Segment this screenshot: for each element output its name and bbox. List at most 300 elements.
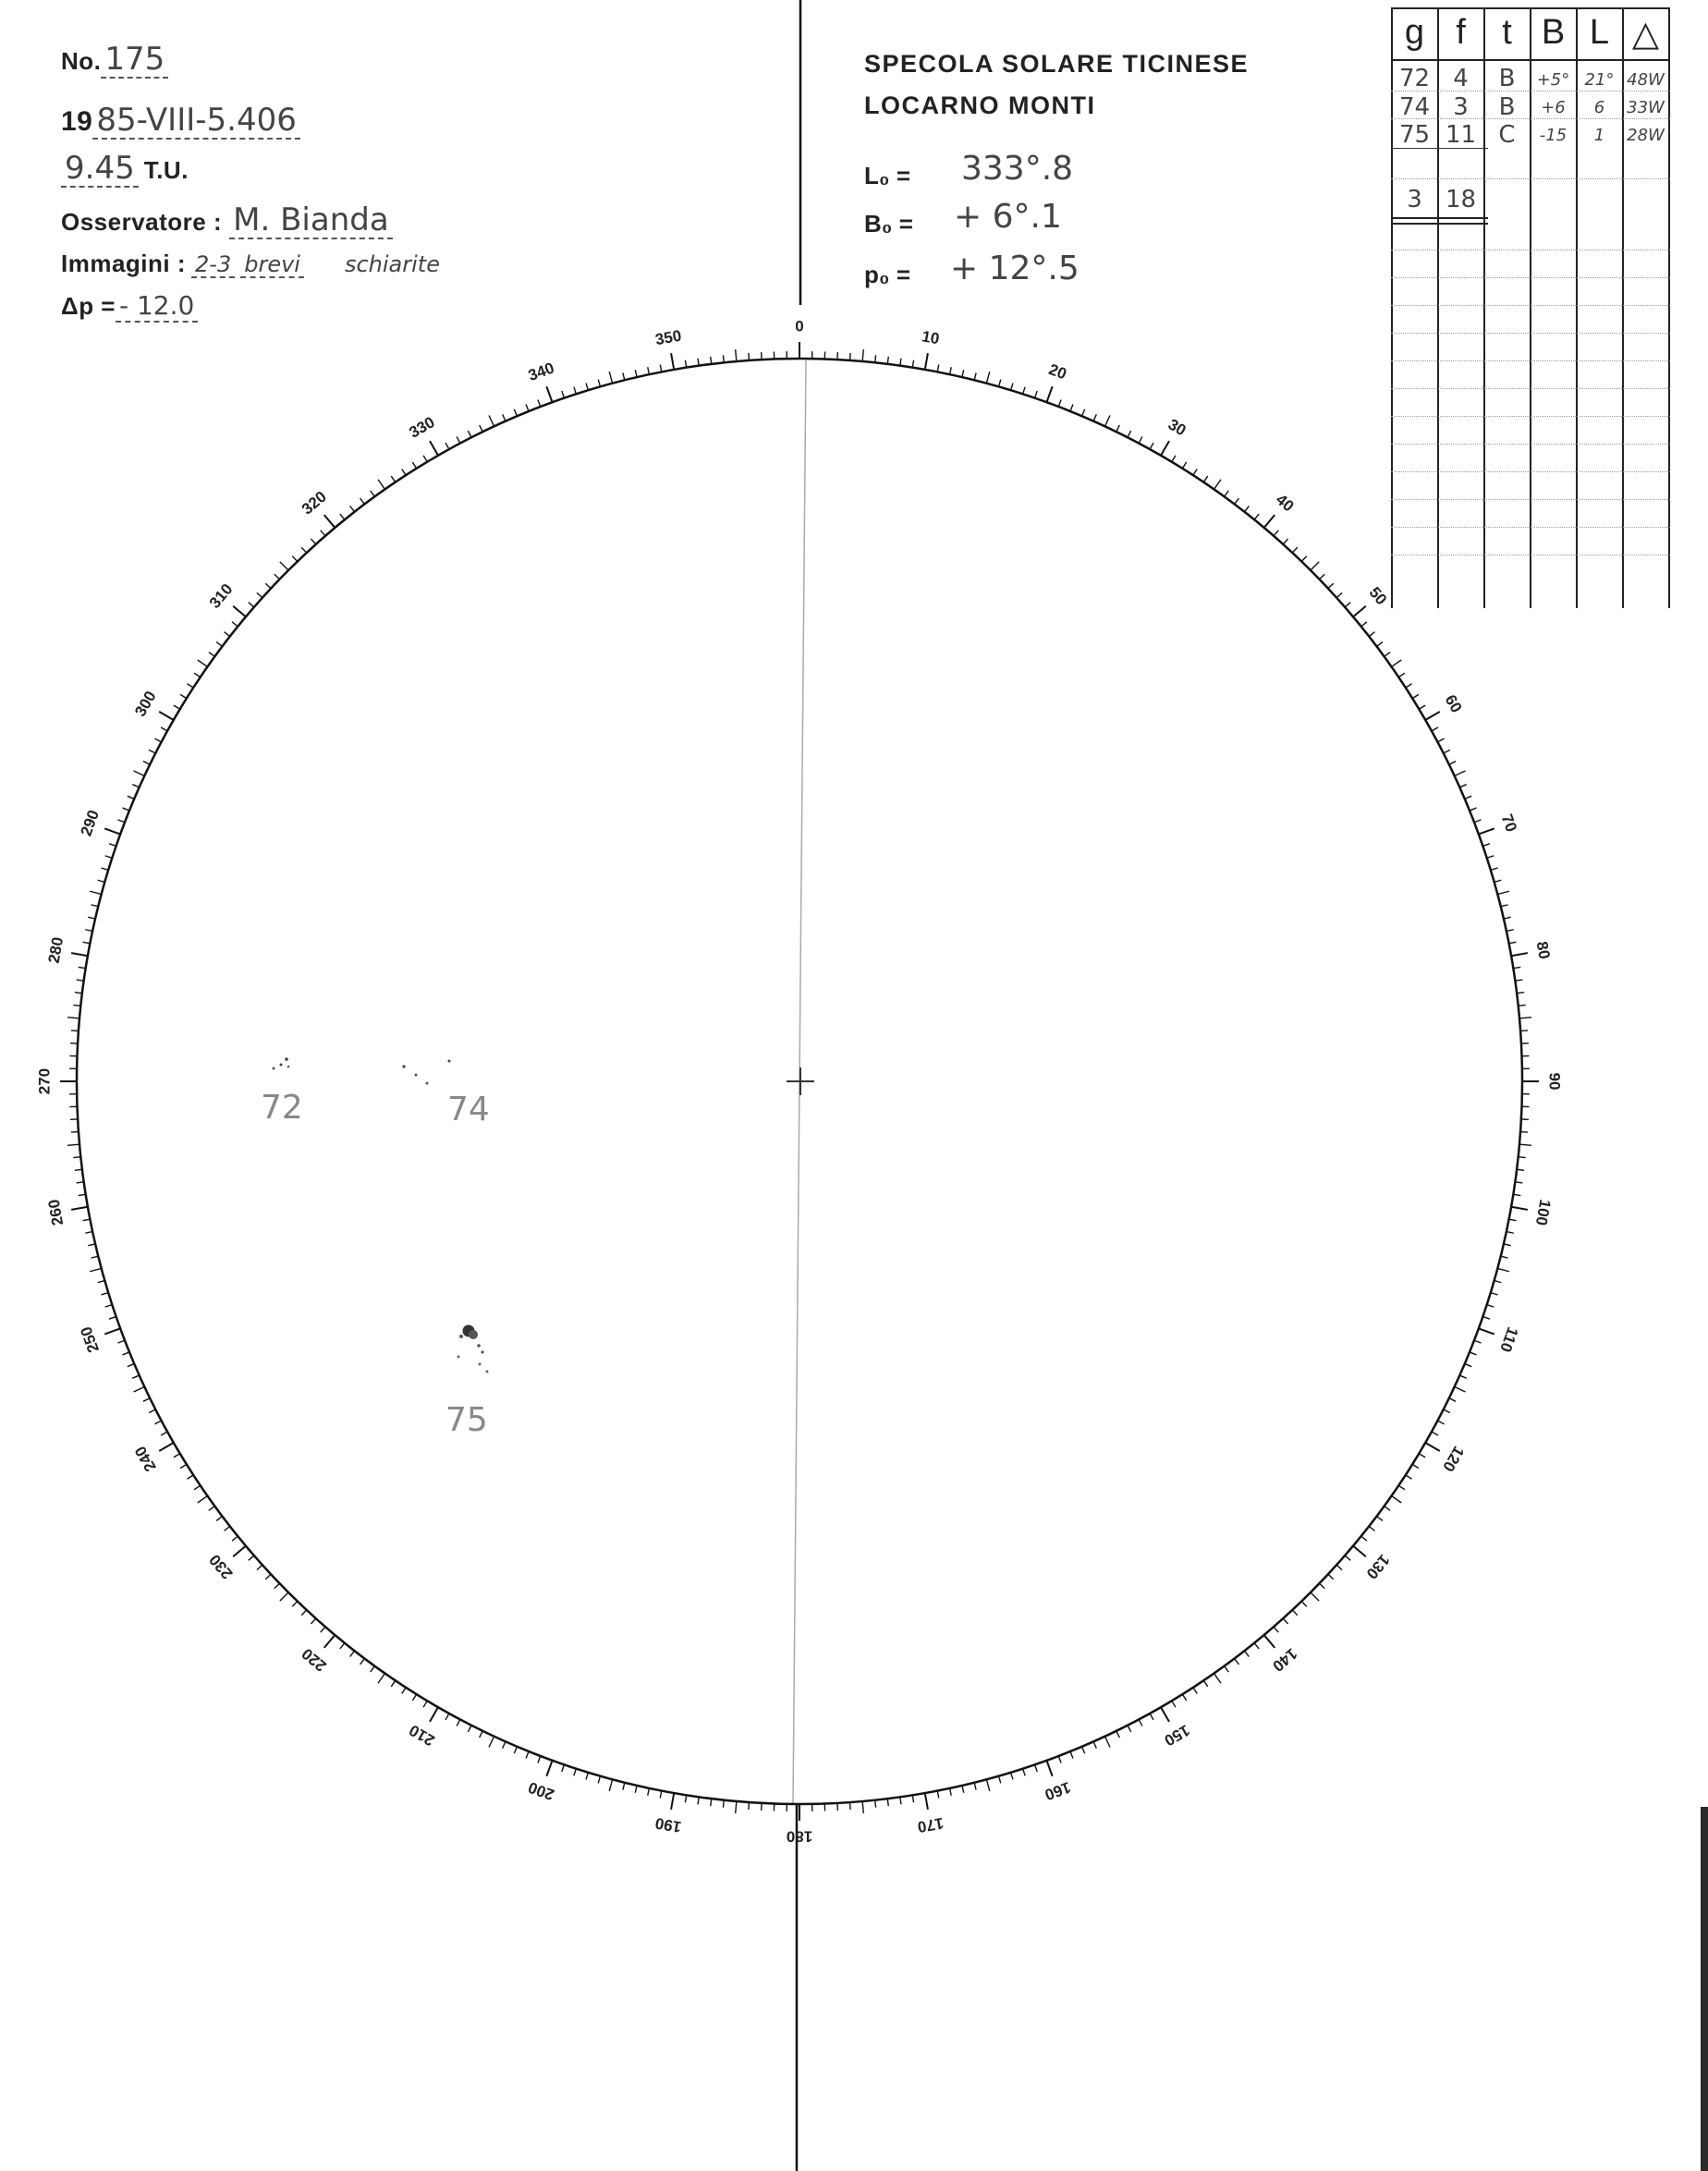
degree-tick: [75, 1169, 82, 1170]
degree-tick: [1470, 808, 1476, 811]
degree-tick: [1225, 1666, 1229, 1672]
degree-tick: [1419, 705, 1425, 709]
degree-tick: [321, 531, 325, 536]
degree-tick: [1104, 415, 1109, 426]
degree-label: 120: [1439, 1443, 1468, 1475]
images-value: 2-3: [191, 252, 235, 278]
degree-tick: [609, 1779, 612, 1791]
degree-tick: [1254, 514, 1259, 519]
degree-tick: [216, 642, 222, 647]
degree-tick: [161, 727, 167, 731]
degree-tick: [1093, 1741, 1096, 1748]
degree-tick: [1412, 694, 1419, 698]
degree-tick: [1311, 1592, 1319, 1601]
degree-tick: [73, 1005, 80, 1006]
degree-tick: [1455, 771, 1466, 775]
degree-tick: [986, 372, 989, 384]
degree-tick: [1353, 606, 1366, 617]
scan-edge: [1701, 1807, 1708, 2171]
degree-tick: [546, 1761, 552, 1776]
degree-tick: [73, 1157, 80, 1158]
degree-tick: [91, 905, 98, 907]
degree-tick: [85, 1232, 92, 1234]
degree-tick: [154, 738, 161, 742]
degree-tick: [562, 1764, 565, 1772]
sunspot-penumbra: [469, 1330, 478, 1339]
degree-tick: [1082, 409, 1085, 416]
degree-label: 0: [795, 317, 804, 335]
sunspot: [477, 1344, 481, 1348]
degree-label: 320: [298, 487, 330, 518]
degree-tick: [232, 1536, 238, 1541]
degree-tick: [1193, 469, 1197, 475]
table-cell: 48W: [1627, 70, 1665, 90]
degree-label: 80: [1532, 940, 1554, 961]
degree-tick: [586, 384, 588, 391]
degree-label: 160: [1042, 1777, 1074, 1804]
degree-tick: [1328, 583, 1334, 588]
degree-tick: [986, 1779, 989, 1791]
degree-tick: [671, 353, 674, 370]
degree-tick: [154, 1421, 161, 1424]
total-groups: 3: [1407, 186, 1422, 213]
degree-tick: [1494, 880, 1502, 882]
degree-tick: [862, 1801, 863, 1813]
degree-tick: [586, 1773, 588, 1780]
degree-tick: [1082, 1747, 1085, 1753]
b0-value: + 6°.1: [954, 198, 1062, 236]
degree-tick: [216, 1517, 222, 1521]
degree-tick: [1058, 1756, 1061, 1762]
degree-tick: [887, 1799, 888, 1806]
degree-tick: [1336, 1565, 1342, 1569]
degree-tick: [71, 1207, 88, 1210]
degree-tick: [1235, 1659, 1239, 1665]
sunspot: [280, 1064, 283, 1067]
degree-tick: [1513, 967, 1520, 968]
degree-tick: [999, 1776, 1001, 1784]
p0-value: + 12°.5: [950, 250, 1080, 287]
degree-tick: [1244, 1651, 1249, 1656]
degree-tick: [489, 415, 494, 426]
degree-tick: [249, 1555, 254, 1560]
l0-label: L₀ =: [864, 162, 911, 189]
degree-tick: [371, 491, 375, 496]
degree-tick: [128, 1364, 134, 1367]
degree-tick: [1336, 592, 1342, 597]
degree-tick: [1432, 1432, 1438, 1435]
degree-tick: [480, 1731, 483, 1738]
degree-tick: [1385, 1506, 1390, 1511]
degree-tick: [1345, 603, 1350, 607]
degree-tick: [71, 953, 88, 956]
degree-tick: [149, 1409, 155, 1413]
degree-tick: [1513, 1194, 1520, 1195]
degree-tick: [187, 684, 193, 688]
degree-label: 20: [1046, 360, 1069, 384]
degree-tick: [648, 367, 650, 374]
degree-tick: [301, 547, 306, 553]
degree-tick: [925, 353, 928, 370]
images-note-1: brevi: [240, 252, 304, 278]
degree-tick: [105, 856, 113, 858]
table-cell: 4: [1453, 65, 1469, 92]
degree-tick: [340, 514, 345, 519]
degree-tick: [79, 967, 86, 968]
degree-tick: [974, 1783, 976, 1790]
degree-label: 30: [1165, 415, 1190, 440]
degree-tick: [224, 1526, 229, 1531]
degree-label: 180: [786, 1827, 813, 1846]
degree-tick: [1320, 1583, 1325, 1589]
degree-tick: [1459, 1375, 1466, 1378]
degree-tick: [1193, 1688, 1197, 1694]
degree-tick: [609, 372, 612, 384]
degree-tick: [174, 1454, 180, 1457]
degree-label: 190: [653, 1813, 683, 1836]
table-cell: 28W: [1627, 126, 1665, 145]
degree-tick: [340, 1643, 345, 1649]
degree-tick: [1046, 386, 1052, 402]
degree-tick: [1482, 844, 1490, 847]
degree-tick: [105, 1305, 113, 1307]
degree-tick: [79, 1194, 86, 1195]
degree-tick: [1479, 1328, 1494, 1334]
sunspot: [426, 1082, 429, 1085]
group-label-75: 75: [445, 1401, 488, 1439]
degree-tick: [1509, 1219, 1517, 1221]
degree-label: 240: [131, 1443, 160, 1475]
degree-tick: [98, 880, 105, 882]
degree-tick: [274, 1583, 280, 1589]
degree-tick: [1182, 1694, 1186, 1701]
degree-label: 230: [205, 1551, 237, 1583]
degree-tick: [430, 1707, 438, 1722]
number-value: 175: [101, 43, 168, 79]
degree-tick: [538, 399, 541, 406]
degree-tick: [412, 1694, 416, 1701]
degree-tick: [1264, 1635, 1275, 1648]
degree-tick: [1470, 1352, 1476, 1355]
degree-tick: [83, 942, 91, 944]
degree-tick: [1504, 917, 1511, 919]
degree-tick: [749, 1802, 750, 1810]
degree-label: 340: [525, 359, 557, 385]
degree-tick: [1519, 1005, 1526, 1006]
degree-tick: [1392, 660, 1402, 666]
degree-tick: [937, 365, 939, 372]
degree-tick: [71, 1132, 79, 1133]
degree-tick: [1035, 1764, 1038, 1772]
degree-tick: [1046, 1761, 1052, 1776]
degree-tick: [1023, 1769, 1025, 1776]
degree-tick: [1070, 1751, 1073, 1758]
degree-label: 50: [1365, 583, 1391, 609]
degree-tick: [1301, 556, 1307, 562]
degree-tick: [1444, 750, 1450, 753]
degree-tick: [1425, 1443, 1440, 1451]
table-header-t: t: [1502, 13, 1512, 52]
degree-tick: [1511, 953, 1528, 956]
images-note-2: schiarite: [344, 251, 440, 277]
degree-tick: [360, 1659, 365, 1665]
degree-tick: [90, 891, 102, 894]
degree-tick: [1425, 712, 1440, 720]
degree-tick: [1116, 1731, 1120, 1738]
degree-tick: [574, 387, 576, 395]
degree-tick: [1507, 1232, 1514, 1234]
degree-tick: [1214, 480, 1221, 490]
degree-tick: [1311, 562, 1319, 570]
observatory-name: SPECOLA SOLARE TICINESE: [864, 50, 1250, 78]
degree-tick: [1465, 796, 1471, 799]
degree-tick: [862, 349, 863, 361]
delta-p-label: Δp =: [61, 292, 116, 320]
degree-tick: [1449, 762, 1456, 765]
degree-tick: [265, 1574, 271, 1579]
degree-tick: [83, 1219, 91, 1221]
degree-tick: [711, 357, 712, 364]
degree-tick: [1225, 491, 1229, 496]
degree-tick: [648, 1788, 650, 1796]
degree-tick: [85, 930, 92, 932]
degree-tick: [233, 606, 246, 617]
degree-tick: [133, 1386, 144, 1391]
degree-tick: [1520, 1132, 1528, 1133]
sunspot: [448, 1060, 451, 1063]
degree-tick: [1494, 1281, 1502, 1283]
time-value: 9.45: [61, 152, 139, 188]
degree-tick: [598, 1776, 600, 1784]
degree-label: 290: [77, 807, 104, 839]
degree-tick: [514, 409, 517, 416]
degree-tick: [974, 372, 976, 380]
degree-tick: [292, 556, 298, 562]
degree-tick: [1345, 1555, 1350, 1560]
degree-tick: [671, 1793, 674, 1810]
degree-tick: [685, 1795, 686, 1802]
sunspot: [459, 1335, 463, 1338]
degree-tick: [736, 1801, 737, 1813]
degree-tick: [1501, 1256, 1508, 1258]
delta-p-value: - 12.0: [116, 292, 198, 323]
sunspot: [481, 1350, 483, 1353]
degree-tick: [360, 498, 365, 504]
degree-tick: [937, 1791, 939, 1799]
degree-tick: [1172, 456, 1176, 462]
degree-tick: [723, 355, 724, 362]
degree-tick: [1116, 425, 1120, 432]
degree-tick: [457, 1719, 460, 1726]
degree-tick: [887, 357, 888, 364]
degree-tick: [321, 1627, 325, 1632]
degree-tick: [1292, 547, 1297, 553]
degree-label: 100: [1531, 1198, 1555, 1227]
degree-tick: [950, 1788, 952, 1796]
table-cell: C: [1498, 121, 1516, 149]
degree-tick: [445, 1714, 449, 1720]
degree-label: 300: [131, 688, 160, 720]
degree-tick: [102, 868, 109, 870]
degree-tick: [194, 673, 201, 677]
degree-tick: [457, 436, 460, 443]
degree-tick: [1203, 1680, 1207, 1687]
degree-tick: [1150, 1714, 1153, 1720]
degree-tick: [1361, 622, 1367, 627]
table-cell: 21°: [1584, 70, 1615, 90]
table-cell: 72: [1398, 65, 1431, 92]
date-prefix: 19: [61, 106, 93, 137]
degree-tick: [1161, 441, 1169, 456]
degree-tick: [423, 1701, 427, 1707]
degree-tick: [232, 622, 238, 627]
degree-tick: [159, 712, 174, 720]
degree-tick: [1432, 727, 1438, 731]
table-cell: +6: [1541, 98, 1566, 117]
degree-tick: [1292, 1610, 1297, 1616]
degree-tick: [180, 1464, 187, 1468]
degree-tick: [402, 469, 406, 475]
degree-tick: [1459, 785, 1466, 787]
degree-tick: [1455, 1386, 1466, 1391]
degree-tick: [736, 349, 737, 361]
degree-tick: [123, 1352, 129, 1355]
degree-tick: [209, 653, 214, 657]
degree-tick: [1509, 942, 1517, 944]
degree-tick: [723, 1800, 724, 1808]
degree-tick: [1491, 868, 1498, 870]
degree-tick: [174, 705, 180, 709]
degree-tick: [1507, 930, 1514, 932]
degree-tick: [503, 1741, 506, 1748]
degree-tick: [1517, 993, 1524, 994]
sunspot: [273, 1067, 275, 1070]
total-spots: 18: [1445, 186, 1477, 213]
degree-tick: [546, 386, 552, 402]
degree-tick: [324, 515, 336, 528]
degree-tick: [1235, 498, 1239, 504]
degree-tick: [900, 1797, 901, 1804]
degree-tick: [900, 359, 901, 366]
table-cell: 33W: [1627, 98, 1665, 117]
degree-tick: [1474, 820, 1481, 823]
degree-tick: [233, 1546, 246, 1557]
degree-tick: [480, 425, 483, 432]
degree-tick: [711, 1799, 712, 1806]
degree-label: 200: [525, 1777, 557, 1804]
degree-tick: [1011, 384, 1013, 391]
degree-tick: [660, 1791, 662, 1799]
degree-tick: [1511, 1207, 1528, 1210]
degree-tick: [1093, 414, 1096, 421]
degree-tick: [209, 1506, 214, 1511]
degree-tick: [912, 1795, 913, 1802]
sunspot: [402, 1065, 405, 1067]
table-cell: 75: [1398, 121, 1431, 149]
degree-tick: [1377, 642, 1383, 647]
degree-tick: [1519, 1144, 1531, 1145]
degree-tick: [1377, 1517, 1383, 1521]
degree-tick: [123, 808, 129, 811]
degree-tick: [117, 1340, 124, 1343]
degree-tick: [1011, 1773, 1013, 1780]
degree-tick: [311, 1618, 315, 1624]
degree-label: 170: [916, 1813, 946, 1836]
table-cell: 74: [1398, 93, 1431, 121]
degree-tick: [117, 820, 124, 823]
degree-tick: [1274, 1627, 1278, 1632]
degree-tick: [198, 1496, 208, 1503]
degree-label: 70: [1497, 811, 1520, 835]
degree-tick: [1182, 462, 1186, 469]
table-cell: +5°: [1536, 70, 1570, 90]
degree-tick: [187, 1475, 193, 1479]
degree-tick: [75, 993, 82, 994]
degree-tick: [1479, 828, 1494, 834]
table-cell: 1: [1593, 126, 1605, 145]
degree-tick: [1482, 1317, 1490, 1320]
degree-tick: [1172, 1701, 1176, 1707]
degree-label: 280: [44, 935, 67, 965]
degree-tick: [850, 353, 851, 360]
degree-tick: [514, 1747, 517, 1753]
degree-tick: [143, 762, 150, 765]
degree-tick: [104, 1328, 120, 1334]
degree-tick: [526, 1751, 529, 1758]
degree-tick: [1398, 1485, 1405, 1489]
degree-tick: [489, 1737, 494, 1748]
degree-tick: [133, 771, 144, 775]
degree-tick: [161, 1432, 167, 1435]
sunspot: [486, 1371, 489, 1373]
degree-tick: [1406, 684, 1412, 688]
degree-tick: [88, 1244, 95, 1246]
degree-tick: [1406, 1475, 1412, 1479]
degree-tick: [912, 360, 913, 368]
degree-tick: [598, 380, 600, 387]
degree-tick: [67, 1144, 79, 1145]
degree-tick: [562, 391, 565, 398]
sunspot: [415, 1074, 418, 1077]
degree-tick: [1515, 1182, 1522, 1183]
degree-label: 330: [406, 413, 438, 442]
degree-tick: [698, 359, 699, 366]
degree-tick: [102, 1293, 109, 1295]
degree-tick: [1412, 1464, 1419, 1468]
sunspot: [458, 1356, 460, 1359]
degree-label: 140: [1269, 1644, 1301, 1676]
degree-tick: [180, 694, 187, 698]
degree-tick: [98, 1281, 105, 1283]
degree-tick: [538, 1756, 541, 1762]
degree-tick: [311, 539, 315, 544]
degree-tick: [574, 1769, 576, 1776]
degree-tick: [1361, 1536, 1367, 1541]
b0-label: B₀ =: [864, 210, 913, 238]
degree-tick: [1058, 399, 1061, 406]
table-cell: B: [1498, 65, 1516, 92]
degree-tick: [301, 1610, 306, 1616]
degree-tick: [660, 365, 662, 372]
degree-tick: [1465, 1364, 1471, 1367]
degree-tick: [91, 1256, 98, 1258]
degree-tick: [132, 1375, 139, 1378]
degree-tick: [430, 441, 438, 456]
sunspot-group-75: [458, 1325, 489, 1373]
date-value: 85-VIII-5.406: [92, 104, 299, 140]
degree-label: 220: [298, 1644, 330, 1676]
degree-tick: [1139, 436, 1142, 443]
